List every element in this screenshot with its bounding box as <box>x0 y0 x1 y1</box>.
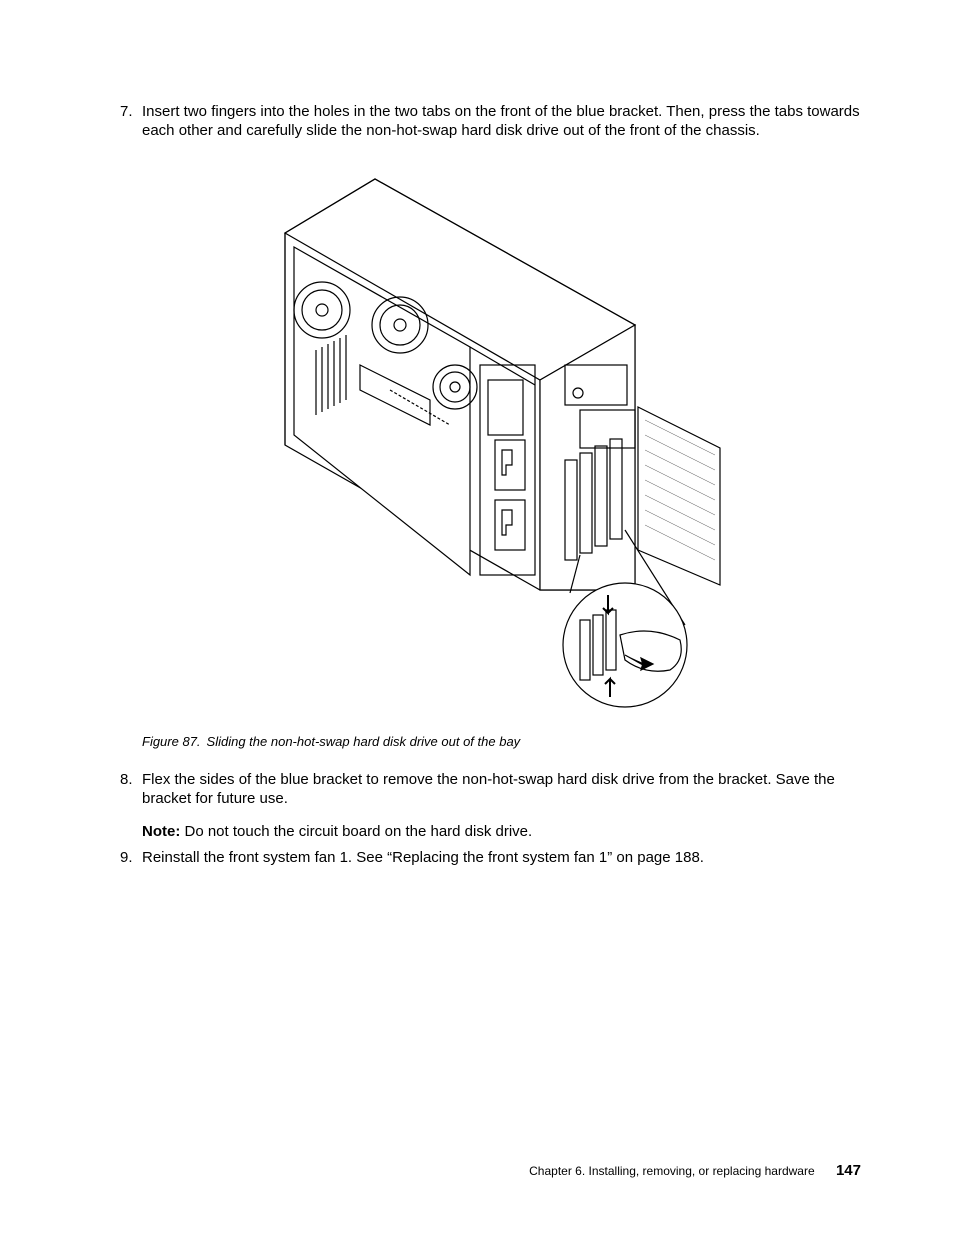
step-9 <box>120 848 860 867</box>
figure-caption-text: Sliding the non-hot-swap hard disk drive out of the bay <box>206 734 521 749</box>
step-number: 9. <box>120 849 133 866</box>
step-number: 8. <box>120 771 133 788</box>
step-8 <box>120 770 860 808</box>
step-7 <box>120 102 860 140</box>
page-number: 147 <box>835 1162 861 1179</box>
step-text: Flex the sides of the blue bracket to remove the non-hot-swap hard disk drive from the bracket. Save the bracket for future use. <box>142 771 835 807</box>
server-chassis-illustration <box>280 175 730 715</box>
figure-number: Figure 87. <box>142 734 201 749</box>
note-label: Note: <box>142 823 181 840</box>
step-text: Insert two fingers into the holes in the two tabs on the front of the blue bracket. Then, press the tabs towards each other and carefully slide the non-hot-swap hard disk drive out of the front of the chassis. <box>142 103 860 139</box>
note <box>142 822 532 841</box>
chapter-title: Chapter 6. Installing, removing, or replacing hardware <box>529 1164 815 1178</box>
detail-callout <box>563 583 687 707</box>
note-text: Do not touch the circuit board on the hard disk drive. <box>184 823 533 840</box>
front-door <box>638 407 720 585</box>
step-number: 7. <box>120 103 133 120</box>
step-text: Reinstall the front system fan 1. See “Replacing the front system fan 1” on page 188. <box>142 849 704 866</box>
figure-caption <box>142 734 520 750</box>
page-footer <box>529 1163 861 1179</box>
